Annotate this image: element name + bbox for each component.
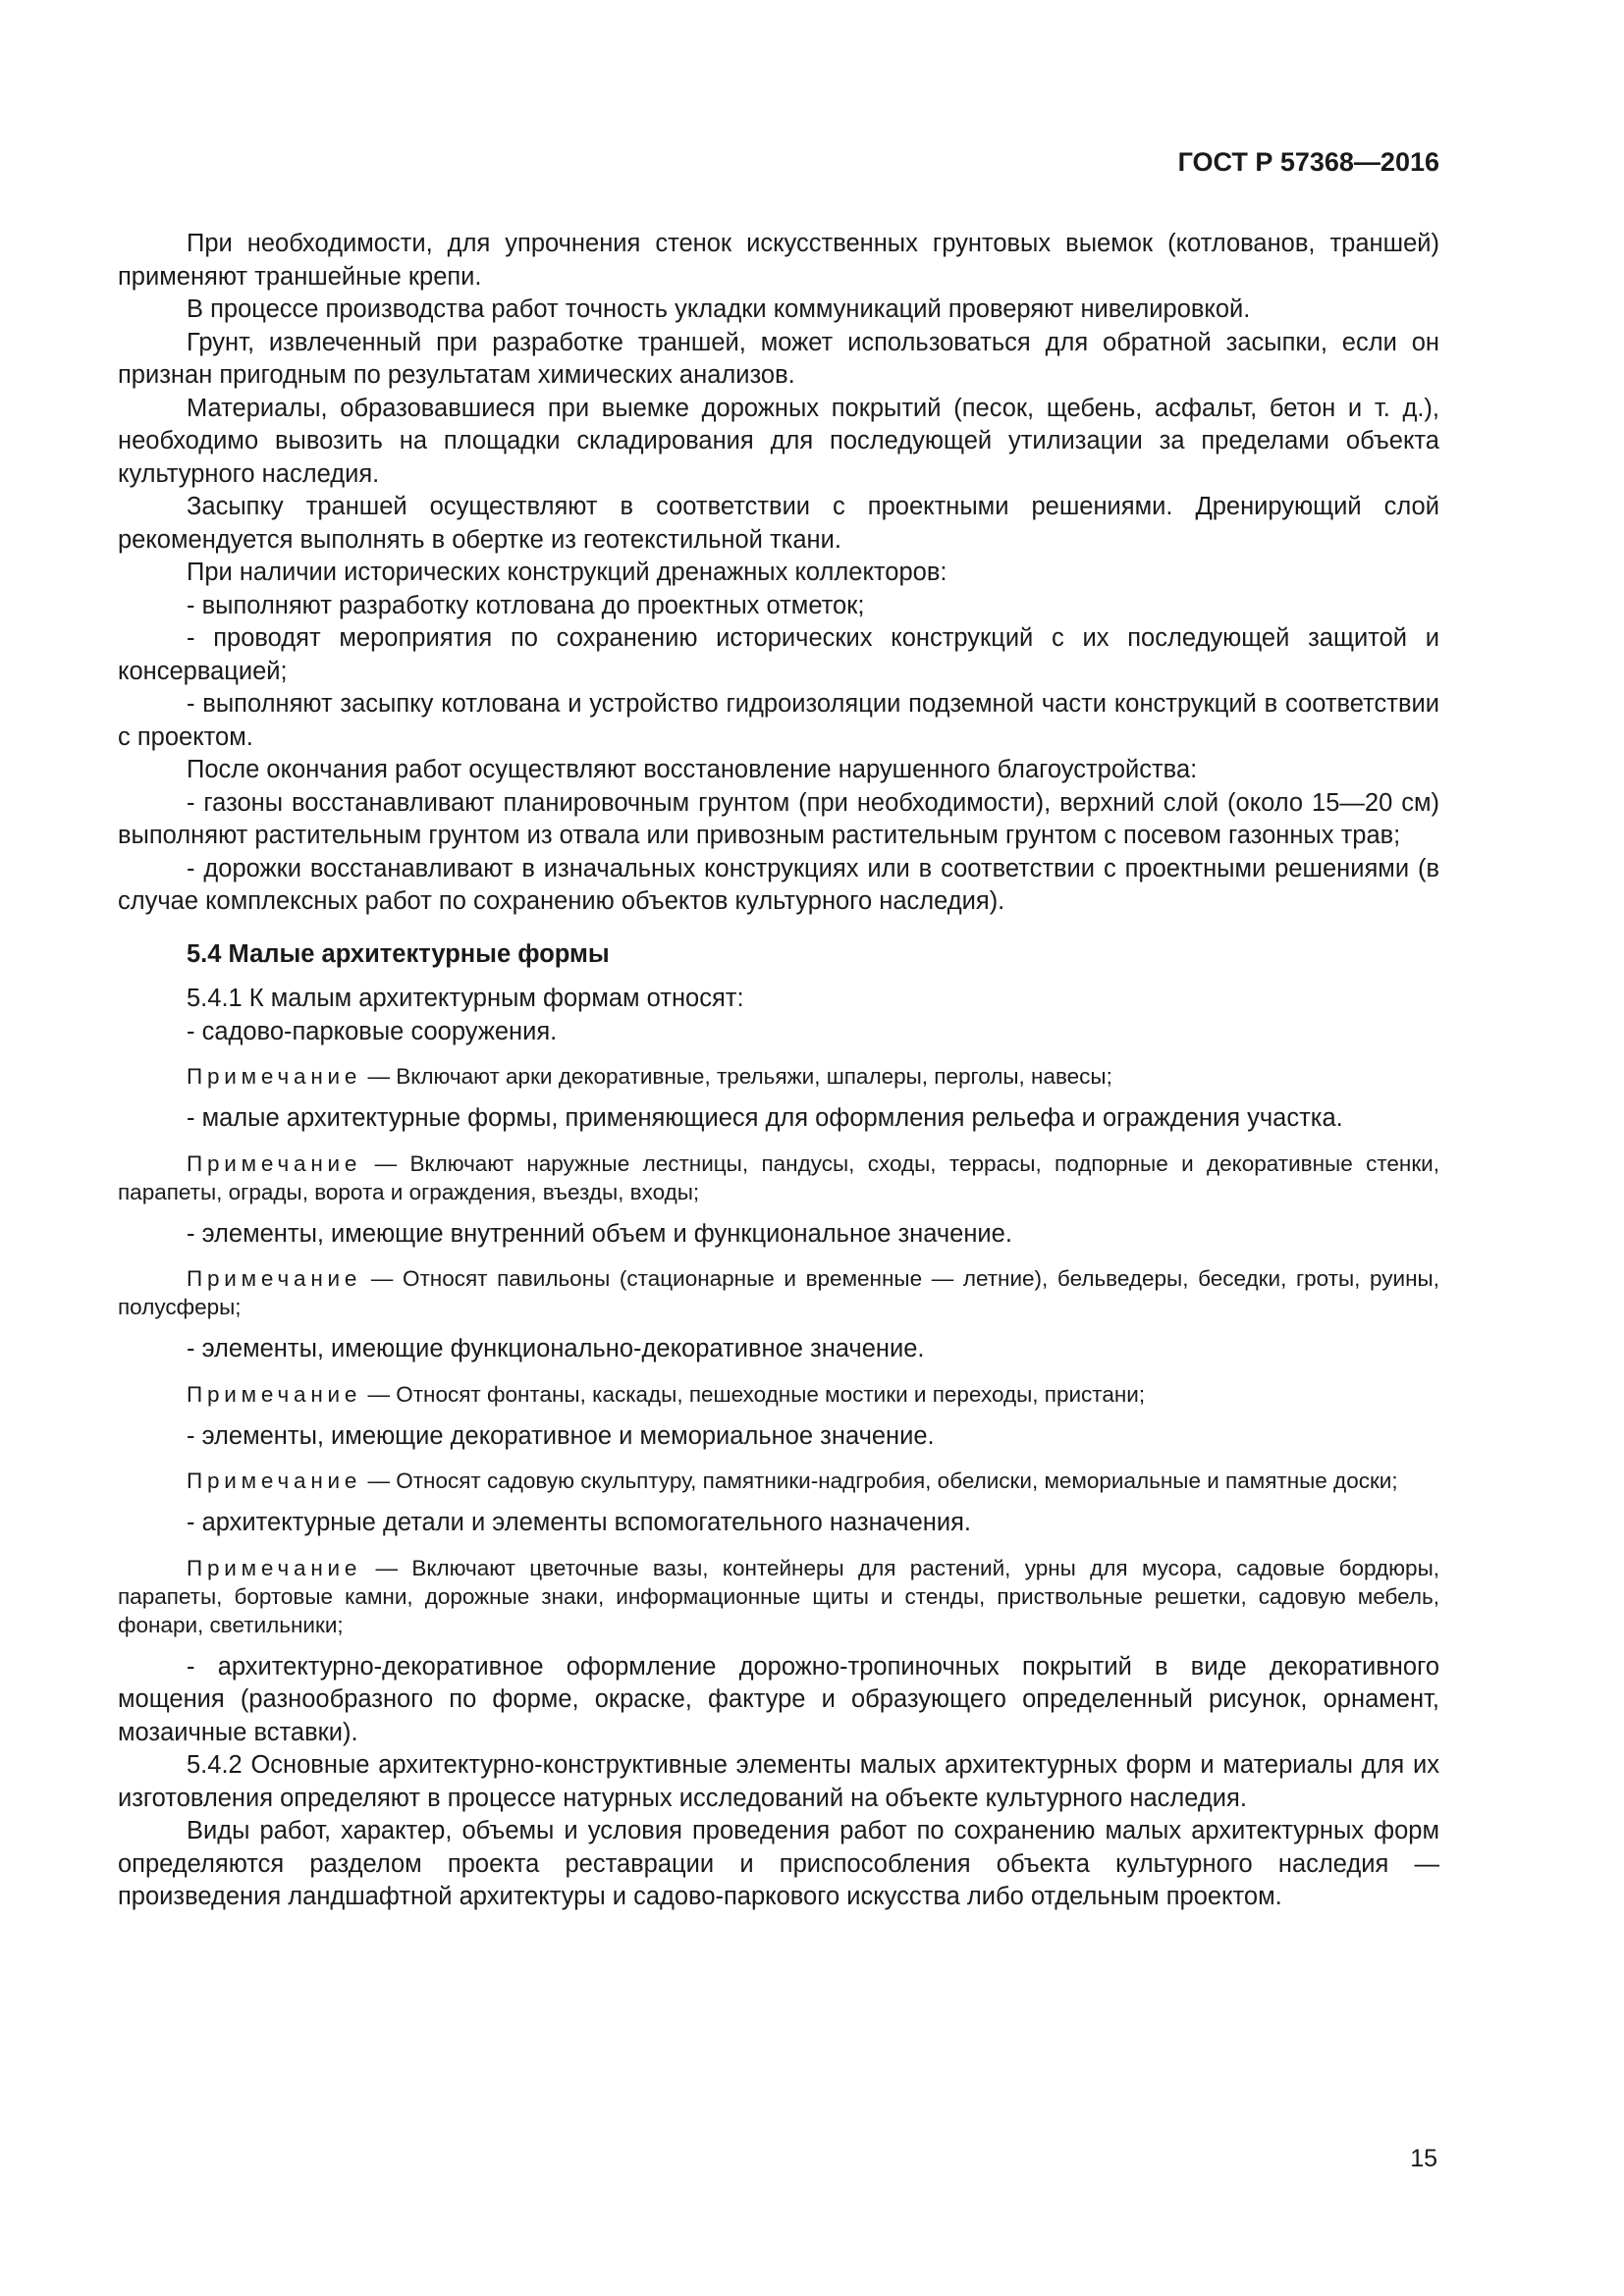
list-item: - малые архитектурные формы, применяющиеся для оформления рельефа и ограждения участка. xyxy=(187,1104,1343,1132)
list-item: - элементы, имеющие функционально-декоративное значение. xyxy=(187,1335,925,1362)
section-heading: 5.4 Малые архитектурные формы xyxy=(187,939,610,968)
note-text: Включают арки декоративные, трельяжи, шпалеры, перголы, навесы; xyxy=(396,1064,1112,1089)
note-text: Включают цветочные вазы, контейнеры для растений, урны для мусора, садовые бордюры, парапеты, бортовые камни, дорожные знаки, информационные щиты и стенды, приствольные решетки, садовую мебель, фонари, светильники; xyxy=(118,1555,1439,1637)
paragraph: После окончания работ осуществляют восстановление нарушенного благоустройства: xyxy=(187,756,1198,783)
list-item: - газоны восстанавливают планировочным грунтом (при необходимости), верхний слой (около 15—20 см) выполняют растительным грунтом из отвала или привозным растительным грунтом с посевом газонных трав; xyxy=(118,788,1439,849)
page-content xyxy=(118,228,1439,1914)
list-item: - проводят мероприятия по сохранению исторических конструкций с их последующей защитой и консервацией; xyxy=(118,624,1439,685)
note xyxy=(118,1062,1439,1091)
note xyxy=(118,1264,1439,1321)
note-dash: — xyxy=(361,1150,410,1176)
note-dash: — xyxy=(361,1064,397,1089)
note-dash: — xyxy=(361,1555,412,1580)
list-item: - элементы, имеющие внутренний объем и функциональное значение. xyxy=(187,1219,1012,1248)
paragraph: Грунт, извлеченный при разработке траншей, может использоваться для обратной засыпки, если он признан пригодным по результатам химических анализов. xyxy=(118,328,1439,389)
note xyxy=(118,1149,1439,1206)
note-label: Примечание xyxy=(187,1381,362,1407)
list-item: - архитектурно-декоративное оформление дорожно-тропиночных покрытий в виде декоративного мощения (разнообразного по форме, окраске, фактуре и образующего определенный рисунок, орнамент, мозаичные вставки). xyxy=(118,1652,1439,1746)
note-text: Включают наружные лестницы, пандусы, сходы, террасы, подпорные и декоративные стенки, парапеты, ограды, ворота и ограждения, въезды, входы; xyxy=(118,1150,1439,1204)
paragraph: Материалы, образовавшиеся при выемке дорожных покрытий (песок, щебень, асфальт, бетон и т. д.), необходимо вывозить на площадки складирования для последующей утилизации за пределами объекта культурного наследия. xyxy=(118,394,1439,488)
list-item: - элементы, имеющие декоративное и мемориальное значение. xyxy=(187,1421,935,1450)
paragraph: Засыпку траншей осуществляют в соответствии с проектными решениями. Дренирующий слой рекомендуется выполнять в обертке из геотекстильной ткани. xyxy=(118,493,1439,554)
note-text: Относят садовую скульптуру, памятники-надгробия, обелиски, мемориальные и памятные доски; xyxy=(396,1468,1398,1493)
list-item: - выполняют засыпку котлована и устройство гидроизоляции подземной части конструкций в соответствии с проектом. xyxy=(118,690,1439,751)
note-dash: — xyxy=(361,1266,403,1291)
paragraph: При наличии исторических конструкций дренажных коллекторов: xyxy=(187,559,947,586)
note-label: Примечание xyxy=(187,1468,362,1493)
list-item: - садово-парковые сооружения. xyxy=(187,1017,558,1045)
note-label: Примечание xyxy=(187,1064,362,1089)
note-dash: — xyxy=(361,1381,397,1407)
note-text: Относят павильоны (стационарные и временные — летние), бельведеры, беседки, гроты, руины, полусферы; xyxy=(118,1266,1439,1319)
note xyxy=(118,1554,1439,1639)
paragraph: При необходимости, для упрочнения стенок искусственных грунтовых выемок (котлованов, траншей) применяют траншейные крепи. xyxy=(118,230,1439,291)
note-label: Примечание xyxy=(187,1555,362,1580)
list-item: - архитектурные детали и элементы вспомогательного назначения. xyxy=(187,1509,971,1536)
note-label: Примечание xyxy=(187,1150,362,1176)
document-id-header: ГОСТ Р 57368—2016 xyxy=(1177,147,1439,177)
paragraph: В процессе производства работ точность укладки коммуникаций проверяют нивелировкой. xyxy=(187,295,1251,323)
paragraph: 5.4.1 К малым архитектурным формам относят: xyxy=(187,985,744,1012)
note xyxy=(118,1467,1439,1495)
paragraph: Виды работ, характер, объемы и условия проведения работ по сохранению малых архитектурных форм определяются разделом проекта реставрации и приспособления объекта культурного наследия — произведения ландшафтной архитектуры и садово-паркового искусства либо отдельным проектом. xyxy=(118,1817,1439,1910)
note xyxy=(118,1380,1439,1409)
list-item: - дорожки восстанавливают в изначальных конструкциях или в соответствии с проектными решениями (в случае комплексных работ по сохранению объектов культурного наследия). xyxy=(118,854,1439,915)
list-item: - выполняют разработку котлована до проектных отметок; xyxy=(187,591,865,619)
note-dash: — xyxy=(361,1468,397,1493)
paragraph: 5.4.2 Основные архитектурно-конструктивные элементы малых архитектурных форм и материалы для их изготовления определяют в процессе натурных исследований на объекте культурного наследия. xyxy=(118,1751,1439,1812)
page-number: 15 xyxy=(1410,2145,1437,2172)
note-label: Примечание xyxy=(187,1266,362,1291)
note-text: Относят фонтаны, каскады, пешеходные мостики и переходы, пристани; xyxy=(396,1381,1146,1407)
